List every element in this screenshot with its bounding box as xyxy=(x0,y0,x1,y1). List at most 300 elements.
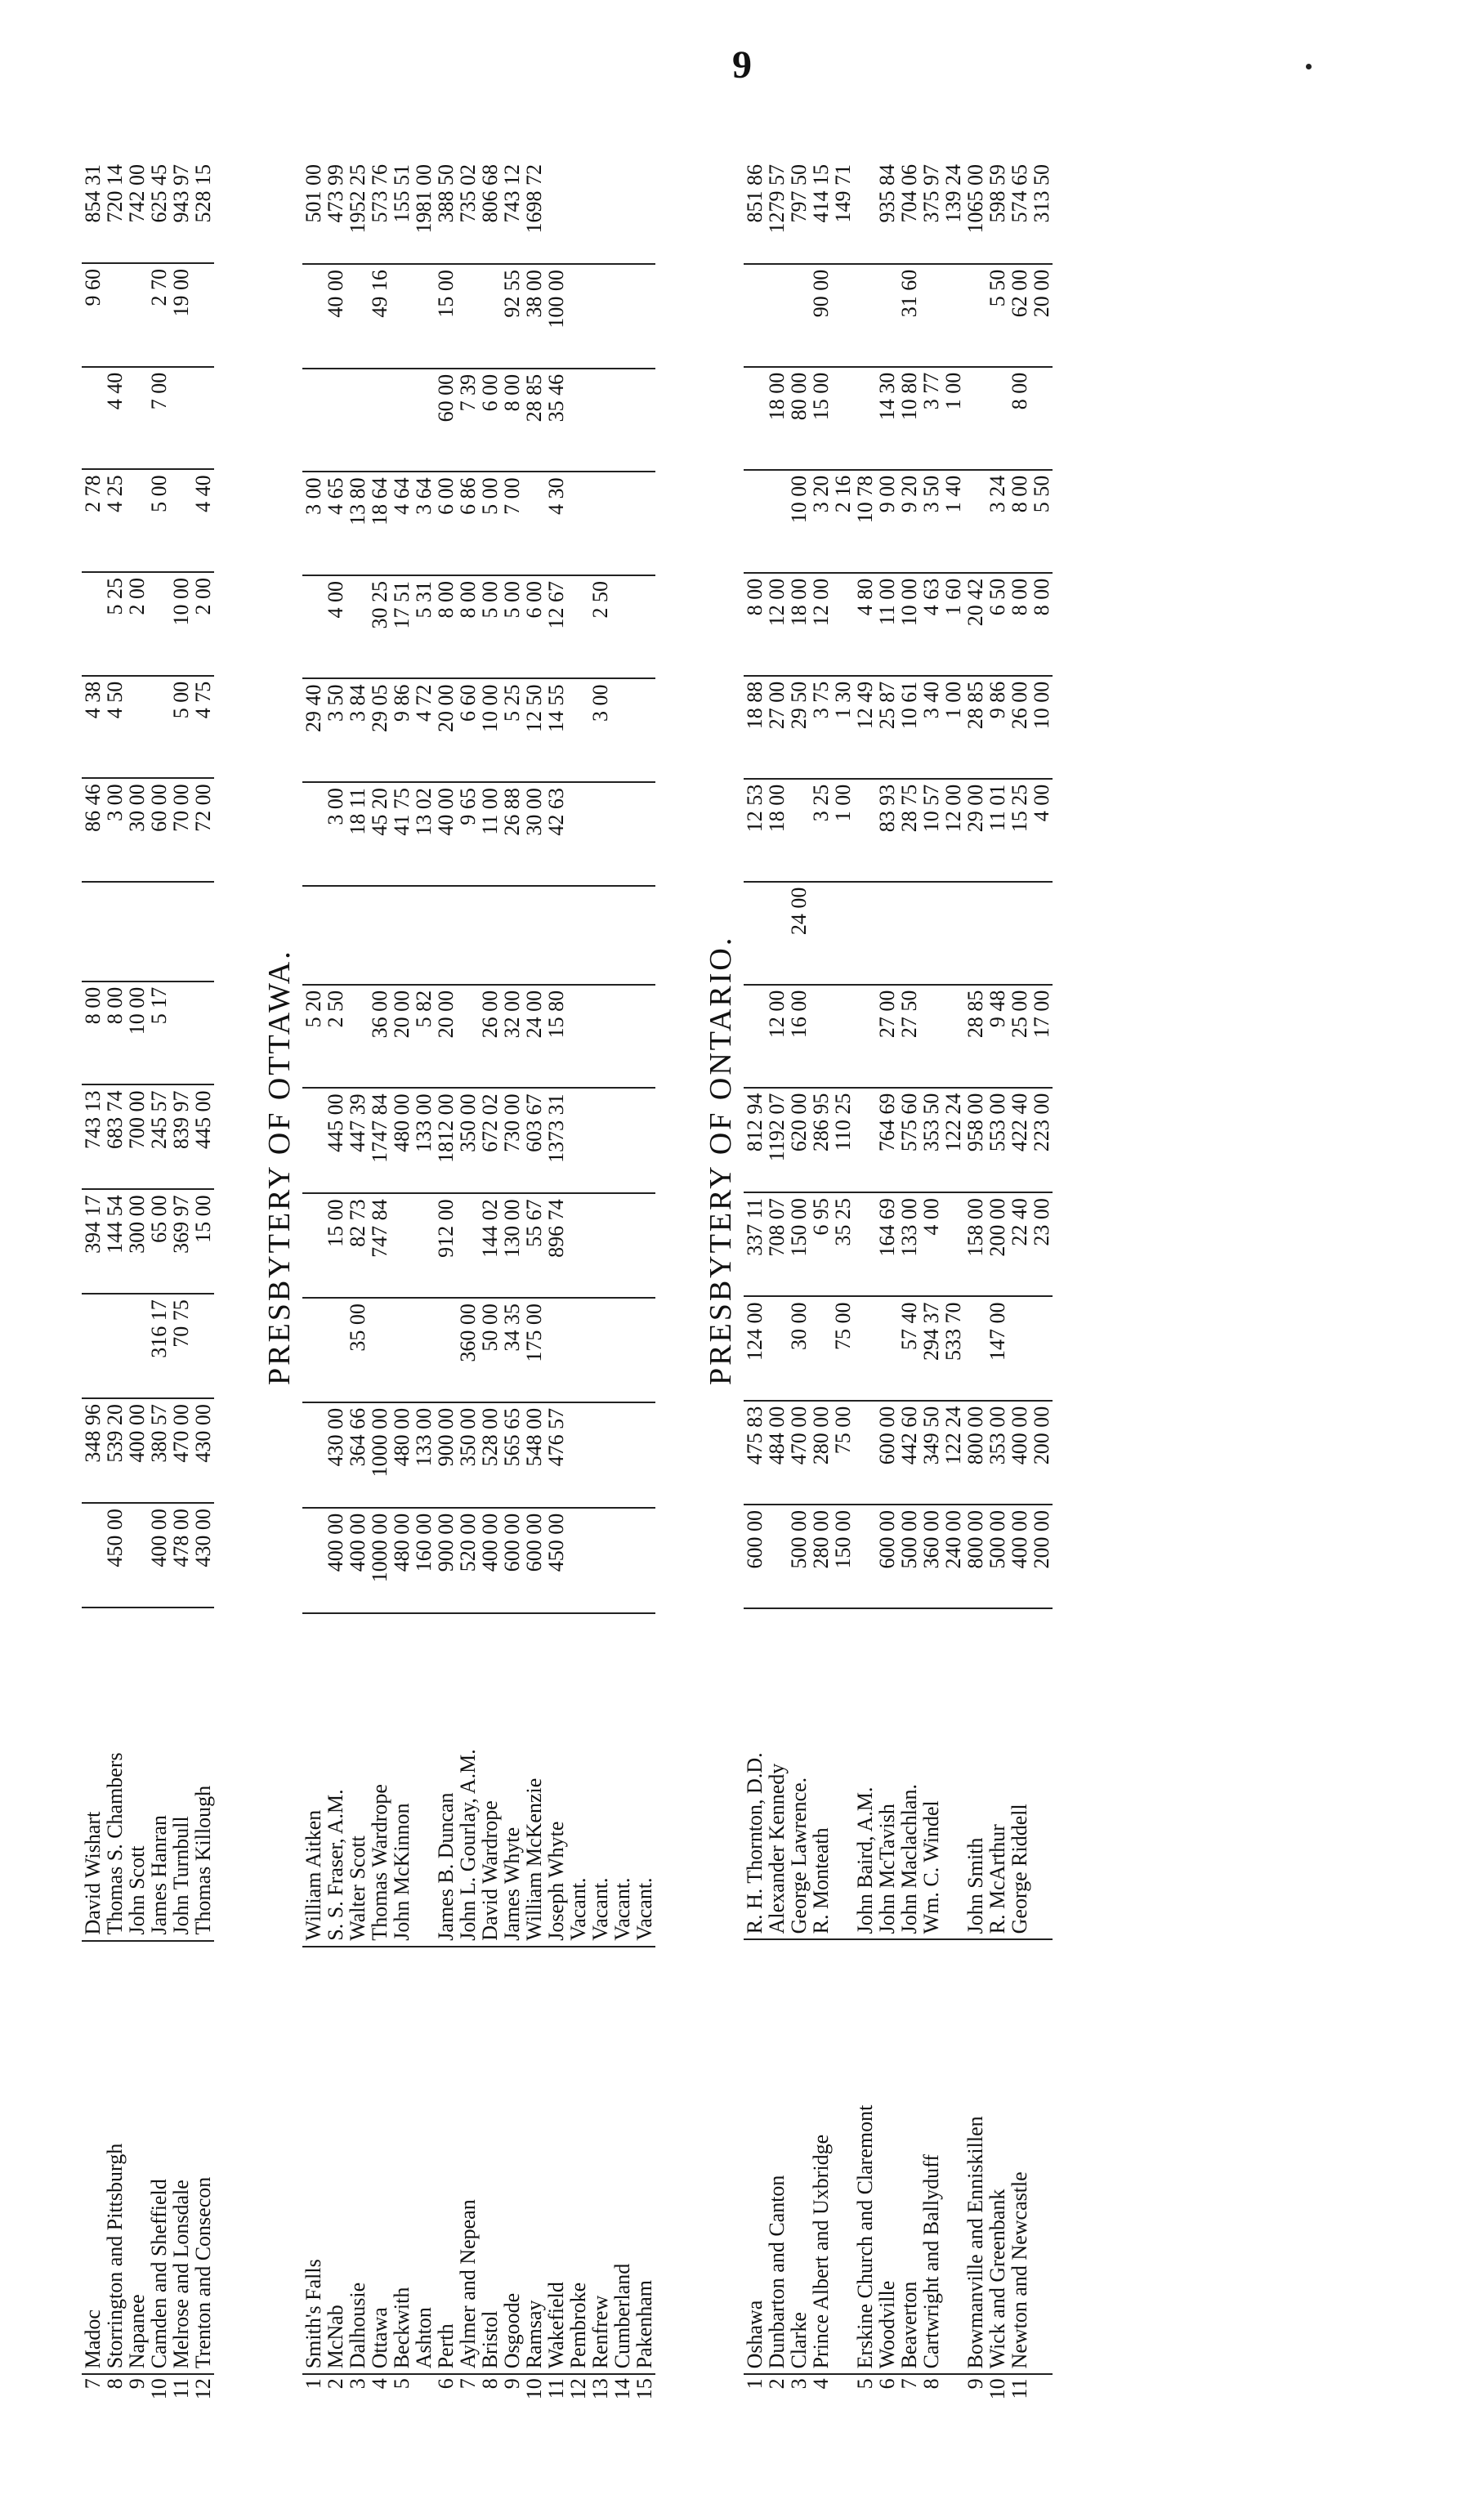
amount-cell: 144 02 xyxy=(479,1193,501,1298)
amount-cell xyxy=(964,264,986,367)
amount-cell: 350 00 xyxy=(457,1088,479,1193)
amount-cell: 730 00 xyxy=(501,1088,523,1193)
amount-cell: 704 06 xyxy=(898,159,920,264)
table-row xyxy=(744,159,766,2415)
amount-cell xyxy=(832,264,854,367)
amount-cell: 364 66 xyxy=(346,1402,369,1508)
amount-cell: 473 99 xyxy=(324,159,346,264)
amount-cell: 2 78 xyxy=(82,469,104,572)
amount-cell: 175 00 xyxy=(523,1298,545,1402)
row-number: 4 xyxy=(369,2374,391,2415)
amount-cell xyxy=(633,1508,655,1613)
amount-cell xyxy=(457,1193,479,1298)
amount-cell xyxy=(611,1402,633,1508)
amount-cell xyxy=(302,1508,324,1613)
amount-cell: 349 50 xyxy=(920,1401,942,1505)
amount-cell: 3 00 xyxy=(324,782,346,886)
amount-cell xyxy=(810,1296,832,1400)
amount-cell: 35 00 xyxy=(346,1298,369,1402)
amount-cell: 445 00 xyxy=(192,1084,214,1189)
row-number: 2 xyxy=(766,2374,788,2415)
amount-cell xyxy=(589,1402,611,1508)
amount-cell: 29 40 xyxy=(302,679,324,783)
amount-cell: 122 24 xyxy=(942,1401,964,1505)
minister-name: William McKenzie xyxy=(523,1613,545,1947)
amount-cell xyxy=(986,882,1008,985)
amount-cell xyxy=(854,1401,876,1505)
amount-cell: 2 16 xyxy=(832,470,854,573)
minister-name: Thomas S. Chambers xyxy=(104,1608,126,1941)
amount-cell: 5 31 xyxy=(413,575,435,679)
amount-cell: 943 97 xyxy=(170,159,192,263)
amount-cell: 1952 25 xyxy=(346,159,369,264)
amount-cell: 6 50 xyxy=(986,573,1008,676)
amount-cell xyxy=(435,886,457,985)
minister-name: Thomas Wardrope xyxy=(369,1613,391,1947)
table-row xyxy=(413,159,435,2415)
congregation-name: Cumberland xyxy=(610,2263,634,2369)
minister-name: John Scott xyxy=(126,1608,148,1941)
amount-cell: 8 00 xyxy=(435,575,457,679)
amount-cell xyxy=(567,782,589,886)
amount-cell xyxy=(391,1298,413,1402)
congregation-name: Prince Albert and Uxbridge xyxy=(809,2134,833,2369)
amount-cell: 797 50 xyxy=(788,159,810,264)
amount-cell: 5 00 xyxy=(501,575,523,679)
amount-cell xyxy=(148,882,170,982)
amount-cell: 4 40 xyxy=(192,469,214,572)
congregation-name: Beckwith xyxy=(390,2287,413,2369)
amount-cell: 445 00 xyxy=(324,1088,346,1193)
table-row xyxy=(192,159,214,2415)
amount-cell: 350 00 xyxy=(457,1402,479,1508)
amount-cell: 160 00 xyxy=(413,1508,435,1613)
amount-cell: 90 00 xyxy=(810,264,832,367)
amount-cell xyxy=(854,779,876,882)
minister-name xyxy=(942,1608,964,1939)
row-number: 6 xyxy=(435,2374,457,2415)
amount-cell xyxy=(766,882,788,985)
amount-cell xyxy=(435,1298,457,1402)
amount-cell xyxy=(82,367,104,470)
minister-name: John Turnbull xyxy=(170,1608,192,1941)
amount-cell: 1 00 xyxy=(942,367,964,470)
amount-cell: 11 00 xyxy=(876,573,898,676)
amount-cell: 35 46 xyxy=(545,369,567,472)
amount-cell xyxy=(788,264,810,367)
amount-cell xyxy=(854,159,876,264)
amount-cell: 430 00 xyxy=(324,1402,346,1508)
row-number: 8 xyxy=(920,2374,942,2415)
minister-name: William Aitken xyxy=(302,1613,324,1947)
amount-cell xyxy=(567,472,589,575)
amount-cell xyxy=(545,886,567,985)
amount-cell: 450 00 xyxy=(545,1508,567,1613)
minister-name: Vacant. xyxy=(589,1613,611,1947)
row-number: 9 xyxy=(964,2374,986,2415)
table-row xyxy=(920,159,942,2415)
amount-cell: 50 00 xyxy=(479,1298,501,1402)
amount-cell xyxy=(369,1298,391,1402)
table-row xyxy=(126,159,148,2415)
amount-cell: 155 51 xyxy=(391,159,413,264)
amount-cell: 958 00 xyxy=(964,1088,986,1193)
amount-cell: 15 00 xyxy=(324,1193,346,1298)
congregation-name: Bowmanville and Enniskillen xyxy=(963,2116,987,2369)
amount-cell xyxy=(170,982,192,1085)
amount-cell: 19 00 xyxy=(170,263,192,367)
amount-cell xyxy=(302,369,324,472)
amount-cell: 3 50 xyxy=(324,679,346,783)
amount-cell: 5 20 xyxy=(302,985,324,1089)
amount-cell: 4 63 xyxy=(920,573,942,676)
amount-cell xyxy=(611,159,633,264)
amount-cell xyxy=(611,1088,633,1193)
congregation-name: Ashton xyxy=(412,2307,436,2369)
amount-cell: 40 00 xyxy=(324,264,346,369)
amount-cell xyxy=(148,572,170,676)
congregation-name: Trenton and Consecon xyxy=(191,2176,215,2369)
congregation-name: Madoc xyxy=(81,2310,105,2369)
amount-cell xyxy=(567,985,589,1089)
row-number: 12 xyxy=(567,2374,589,2415)
page-number: 9 xyxy=(732,43,752,87)
amount-cell: 553 00 xyxy=(986,1088,1008,1193)
minister-name: John Maclachlan. xyxy=(898,1608,920,1939)
amount-cell: 4 00 xyxy=(1030,779,1053,882)
amount-cell: 18 00 xyxy=(766,779,788,882)
row-number: 10 xyxy=(986,2374,1008,2415)
amount-cell xyxy=(854,1192,876,1296)
amount-cell: 476 57 xyxy=(545,1402,567,1508)
amount-cell: 430 00 xyxy=(192,1503,214,1608)
amount-cell xyxy=(457,264,479,369)
amount-cell xyxy=(479,886,501,985)
amount-cell: 1812 00 xyxy=(435,1088,457,1193)
minister-name: Vacant. xyxy=(633,1613,655,1947)
amount-cell: 1 60 xyxy=(942,573,964,676)
amount-cell: 375 97 xyxy=(920,159,942,264)
congregation-name: Bristol xyxy=(478,2310,502,2369)
amount-cell: 2 50 xyxy=(589,575,611,679)
presbytery-section xyxy=(82,159,214,2415)
amount-cell: 1279 57 xyxy=(766,159,788,264)
amount-cell xyxy=(744,470,766,573)
table-row xyxy=(435,159,457,2415)
table-row xyxy=(346,159,369,2415)
row-number: 8 xyxy=(104,2374,126,2415)
amount-cell: 35 25 xyxy=(832,1192,854,1296)
amount-cell: 5 25 xyxy=(104,572,126,676)
amount-cell: 20 00 xyxy=(1030,264,1053,367)
amount-cell xyxy=(633,264,655,369)
amount-cell: 3 00 xyxy=(104,778,126,882)
amount-cell: 900 00 xyxy=(435,1508,457,1613)
amount-cell xyxy=(766,1505,788,1608)
presbytery-section xyxy=(257,159,655,2415)
amount-cell xyxy=(810,882,832,985)
amount-cell: 7 39 xyxy=(457,369,479,472)
table-row xyxy=(1008,159,1030,2415)
minister-name: Alexander Kennedy xyxy=(766,1608,788,1939)
amount-cell xyxy=(611,679,633,783)
amount-cell: 30 00 xyxy=(523,782,545,886)
amount-cell: 348 96 xyxy=(82,1398,104,1503)
amount-cell xyxy=(942,882,964,985)
amount-cell: 600 00 xyxy=(744,1505,766,1608)
amount-cell: 8 00 xyxy=(104,982,126,1085)
amount-cell: 149 71 xyxy=(832,159,854,264)
amount-cell: 11 00 xyxy=(479,782,501,886)
amount-cell xyxy=(413,1193,435,1298)
amount-cell: 683 74 xyxy=(104,1084,126,1189)
amount-cell: 130 00 xyxy=(501,1193,523,1298)
row-number: 11 xyxy=(170,2374,192,2415)
amount-cell: 10 57 xyxy=(920,779,942,882)
amount-cell: 851 86 xyxy=(744,159,766,264)
amount-cell xyxy=(633,782,655,886)
amount-cell: 7 00 xyxy=(148,367,170,470)
amount-cell: 200 00 xyxy=(1030,1505,1053,1608)
amount-cell: 470 00 xyxy=(170,1398,192,1503)
ledger-body xyxy=(82,159,1357,2415)
congregation-name: Dunbarton and Canton xyxy=(765,2175,789,2369)
congregation-name: Perth xyxy=(434,2323,458,2369)
presbytery-title: PRESBYTERY OF ONTARIO. xyxy=(704,935,738,1385)
congregation-name: Clarke xyxy=(787,2312,811,2369)
minister-name: James Hanran xyxy=(148,1608,170,1941)
amount-cell: 812 94 xyxy=(744,1088,766,1193)
table-row xyxy=(964,159,986,2415)
amount-cell xyxy=(567,1193,589,1298)
amount-cell xyxy=(854,264,876,367)
amount-cell: 10 00 xyxy=(170,572,192,676)
amount-cell xyxy=(589,472,611,575)
amount-cell xyxy=(611,1193,633,1298)
amount-cell: 133 00 xyxy=(898,1192,920,1296)
minister-name: S. S. Fraser, A.M. xyxy=(324,1613,346,1947)
amount-cell: 4 65 xyxy=(324,472,346,575)
amount-cell: 10 00 xyxy=(1030,676,1053,779)
amount-cell: 400 00 xyxy=(148,1503,170,1608)
amount-cell: 400 00 xyxy=(1008,1505,1030,1608)
amount-cell xyxy=(192,882,214,982)
amount-cell: 164 69 xyxy=(876,1192,898,1296)
amount-cell: 600 00 xyxy=(876,1401,898,1505)
amount-cell: 5 00 xyxy=(479,472,501,575)
amount-cell: 528 15 xyxy=(192,159,214,263)
amount-cell: 24 00 xyxy=(523,985,545,1089)
amount-cell: 10 80 xyxy=(898,367,920,470)
amount-cell: 139 24 xyxy=(942,159,964,264)
amount-cell xyxy=(920,882,942,985)
amount-cell xyxy=(82,882,104,982)
amount-cell: 533 70 xyxy=(942,1296,964,1400)
amount-cell: 5 00 xyxy=(479,575,501,679)
table-row xyxy=(391,159,413,2415)
amount-cell xyxy=(589,264,611,369)
amount-cell: 5 50 xyxy=(986,264,1008,367)
minister-name: David Wishart xyxy=(82,1608,104,1941)
amount-cell: 27 00 xyxy=(766,676,788,779)
amount-cell xyxy=(1030,882,1053,985)
amount-cell: 41 75 xyxy=(391,782,413,886)
amount-cell: 700 00 xyxy=(126,1084,148,1189)
amount-cell: 9 86 xyxy=(986,676,1008,779)
minister-name: George Riddell xyxy=(1008,1608,1030,1939)
amount-cell xyxy=(633,985,655,1089)
amount-cell xyxy=(457,985,479,1089)
amount-cell: 548 00 xyxy=(523,1402,545,1508)
amount-cell: 86 46 xyxy=(82,778,104,882)
amount-cell: 4 25 xyxy=(104,469,126,572)
amount-cell xyxy=(964,1296,986,1400)
amount-cell: 5 00 xyxy=(148,469,170,572)
table-row xyxy=(876,159,898,2415)
amount-cell xyxy=(611,472,633,575)
amount-cell: 480 00 xyxy=(391,1088,413,1193)
amount-cell: 280 00 xyxy=(810,1401,832,1505)
amount-cell xyxy=(192,367,214,470)
amount-cell: 15 00 xyxy=(810,367,832,470)
amount-cell xyxy=(876,1296,898,1400)
amount-cell xyxy=(832,882,854,985)
amount-cell xyxy=(633,472,655,575)
amount-cell xyxy=(567,1402,589,1508)
amount-cell: 1 30 xyxy=(832,676,854,779)
row-number: 11 xyxy=(545,2374,567,2415)
table-row xyxy=(501,159,523,2415)
amount-cell: 83 93 xyxy=(876,779,898,882)
row-number: 1 xyxy=(744,2374,766,2415)
amount-cell xyxy=(104,263,126,367)
amount-cell: 3 50 xyxy=(920,470,942,573)
amount-cell: 24 00 xyxy=(788,882,810,985)
amount-cell xyxy=(832,985,854,1088)
amount-cell: 4 50 xyxy=(104,676,126,779)
amount-cell xyxy=(611,369,633,472)
row-number xyxy=(413,2374,435,2415)
row-number: 10 xyxy=(148,2374,170,2415)
minister-name: Wm. C. Windel xyxy=(920,1608,942,1939)
amount-cell: 72 00 xyxy=(192,778,214,882)
table-row xyxy=(810,159,832,2415)
amount-cell: 1698 72 xyxy=(523,159,545,264)
minister-name: George Lawrence. xyxy=(788,1608,810,1939)
table-row xyxy=(302,159,324,2415)
amount-cell: 600 00 xyxy=(501,1508,523,1613)
amount-cell: 29 05 xyxy=(369,679,391,783)
amount-cell: 8 00 xyxy=(744,573,766,676)
row-number: 7 xyxy=(82,2374,104,2415)
amount-cell: 45 20 xyxy=(369,782,391,886)
congregation-name xyxy=(942,1939,964,2374)
amount-cell: 10 00 xyxy=(898,573,920,676)
amount-cell xyxy=(854,1088,876,1193)
amount-cell: 896 74 xyxy=(545,1193,567,1298)
amount-cell xyxy=(633,1193,655,1298)
amount-cell: 8 00 xyxy=(1008,573,1030,676)
amount-cell: 3 00 xyxy=(589,679,611,783)
amount-cell: 574 65 xyxy=(1008,159,1030,264)
amount-cell: 65 00 xyxy=(148,1189,170,1294)
table-row xyxy=(1030,159,1053,2415)
amount-cell: 23 00 xyxy=(1030,1192,1053,1296)
minister-name: Joseph Whyte xyxy=(545,1613,567,1947)
row-number: 9 xyxy=(126,2374,148,2415)
amount-cell: 30 00 xyxy=(126,778,148,882)
amount-cell: 501 00 xyxy=(302,159,324,264)
amount-cell: 4 38 xyxy=(82,676,104,779)
row-number xyxy=(832,2374,854,2415)
amount-cell: 15 80 xyxy=(545,985,567,1089)
amount-cell: 12 00 xyxy=(766,573,788,676)
amount-cell: 4 00 xyxy=(920,1192,942,1296)
amount-cell: 12 67 xyxy=(545,575,567,679)
amount-cell: 16 00 xyxy=(788,985,810,1088)
amount-cell: 313 50 xyxy=(1030,159,1053,264)
amount-cell: 854 31 xyxy=(82,159,104,263)
amount-cell: 62 00 xyxy=(1008,264,1030,367)
amount-cell: 1747 84 xyxy=(369,1088,391,1193)
minister-name xyxy=(1030,1608,1053,1939)
amount-cell: 12 53 xyxy=(744,779,766,882)
amount-cell: 912 00 xyxy=(435,1193,457,1298)
amount-cell xyxy=(854,1505,876,1608)
amount-cell xyxy=(346,264,369,369)
amount-cell xyxy=(589,886,611,985)
amount-cell xyxy=(766,1296,788,1400)
amount-cell: 38 00 xyxy=(523,264,545,369)
amount-cell: 9 48 xyxy=(986,985,1008,1088)
amount-cell xyxy=(611,782,633,886)
table-row xyxy=(523,159,545,2415)
amount-cell xyxy=(589,782,611,886)
table-row xyxy=(567,159,589,2415)
amount-cell xyxy=(854,985,876,1088)
section-gap xyxy=(655,159,698,2415)
congregation-name: Ramsay xyxy=(522,2300,546,2369)
amount-cell xyxy=(302,264,324,369)
amount-cell xyxy=(479,264,501,369)
amount-cell: 414 15 xyxy=(810,159,832,264)
amount-cell xyxy=(302,1088,324,1193)
amount-cell xyxy=(324,369,346,472)
amount-cell xyxy=(832,573,854,676)
amount-cell: 28 85 xyxy=(964,985,986,1088)
congregation-name: Wick and Greenbank xyxy=(986,2189,1009,2369)
amount-cell xyxy=(302,782,324,886)
amount-cell: 2 00 xyxy=(126,572,148,676)
amount-cell xyxy=(744,882,766,985)
amount-cell xyxy=(104,1294,126,1398)
amount-cell: 1000 00 xyxy=(369,1402,391,1508)
amount-cell: 1981 00 xyxy=(413,159,435,264)
amount-cell xyxy=(589,1508,611,1613)
amount-cell: 11 01 xyxy=(986,779,1008,882)
minister-name: Vacant. xyxy=(567,1613,589,1947)
amount-cell: 18 11 xyxy=(346,782,369,886)
amount-cell xyxy=(744,367,766,470)
table-row xyxy=(104,159,126,2415)
amount-cell: 9 60 xyxy=(82,263,104,367)
row-number: 14 xyxy=(611,2374,633,2415)
amount-cell: 720 14 xyxy=(104,159,126,263)
amount-cell: 18 64 xyxy=(369,472,391,575)
amount-cell: 18 88 xyxy=(744,676,766,779)
amount-cell: 5 25 xyxy=(501,679,523,783)
congregation-name: Dalhousie xyxy=(346,2282,369,2369)
